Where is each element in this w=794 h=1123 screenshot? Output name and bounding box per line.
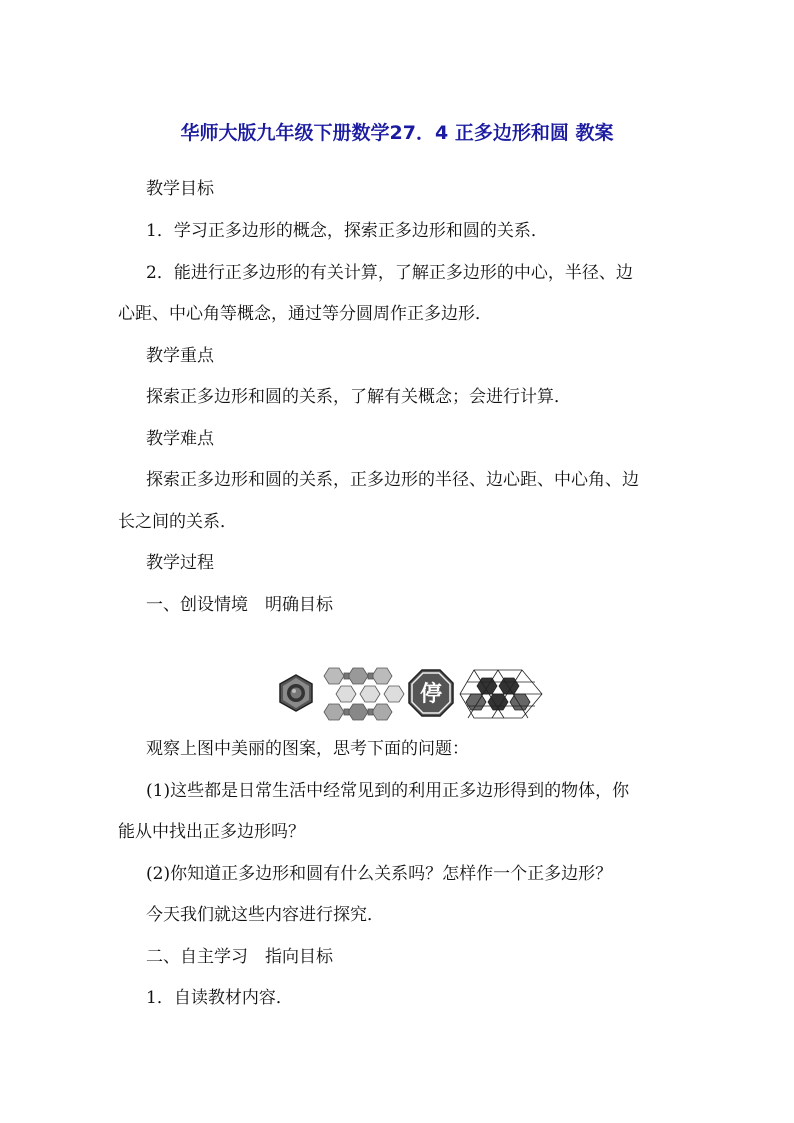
question-1-line-2: 能从中找出正多边形吗？ (118, 822, 305, 842)
observe-prompt: 观察上图中美丽的图案，思考下面的问题： (146, 739, 469, 759)
goal-item-1: 1．学习正多边形的概念，探索正多边形和圆的关系． (146, 221, 548, 241)
hexagon-chain-pattern-icon (324, 668, 404, 720)
stop-sign-text: 停 (419, 682, 443, 707)
difficulties-line-2: 长之间的关系． (118, 512, 237, 532)
section-heading-1: 一、创设情境 明确目标 (146, 595, 333, 615)
triangle-hexagon-tiling-icon (460, 670, 542, 718)
goal-item-2-line-1: 2．能进行正多边形的有关计算，了解正多边形的中心，半径、边 (146, 263, 633, 283)
section-heading-2: 二、自主学习 指向目标 (146, 947, 333, 967)
heading-difficulties: 教学难点 (146, 429, 214, 449)
heading-key-points: 教学重点 (146, 346, 214, 366)
heading-teaching-process: 教学过程 (146, 553, 214, 573)
regular-polygon-pictures (274, 664, 546, 724)
self-study-item-1: 1．自读教材内容． (146, 988, 293, 1008)
stop-sign-icon (409, 670, 453, 716)
today-intro: 今天我们就这些内容进行探究． (146, 905, 384, 925)
question-1-line-1: (1)这些都是日常生活中经常见到的利用正多边形得到的物体，你 (146, 781, 630, 801)
question-2: (2)你知道正多边形和圆有什么关系吗？怎样作一个正多边形？ (146, 864, 613, 884)
document-title: 华师大版九年级下册数学27．4 正多边形和圆 教案 (180, 122, 614, 144)
difficulties-line-1: 探索正多边形和圆的关系，正多边形的半径、边心距、中心角、边 (146, 470, 639, 490)
goal-item-2-line-2: 心距、中心角等概念，通过等分圆周作正多边形． (118, 304, 492, 324)
key-points-text: 探索正多边形和圆的关系，了解有关概念；会进行计算． (146, 387, 571, 407)
hex-nut-icon (280, 675, 312, 711)
heading-teaching-goals: 教学目标 (146, 179, 214, 199)
